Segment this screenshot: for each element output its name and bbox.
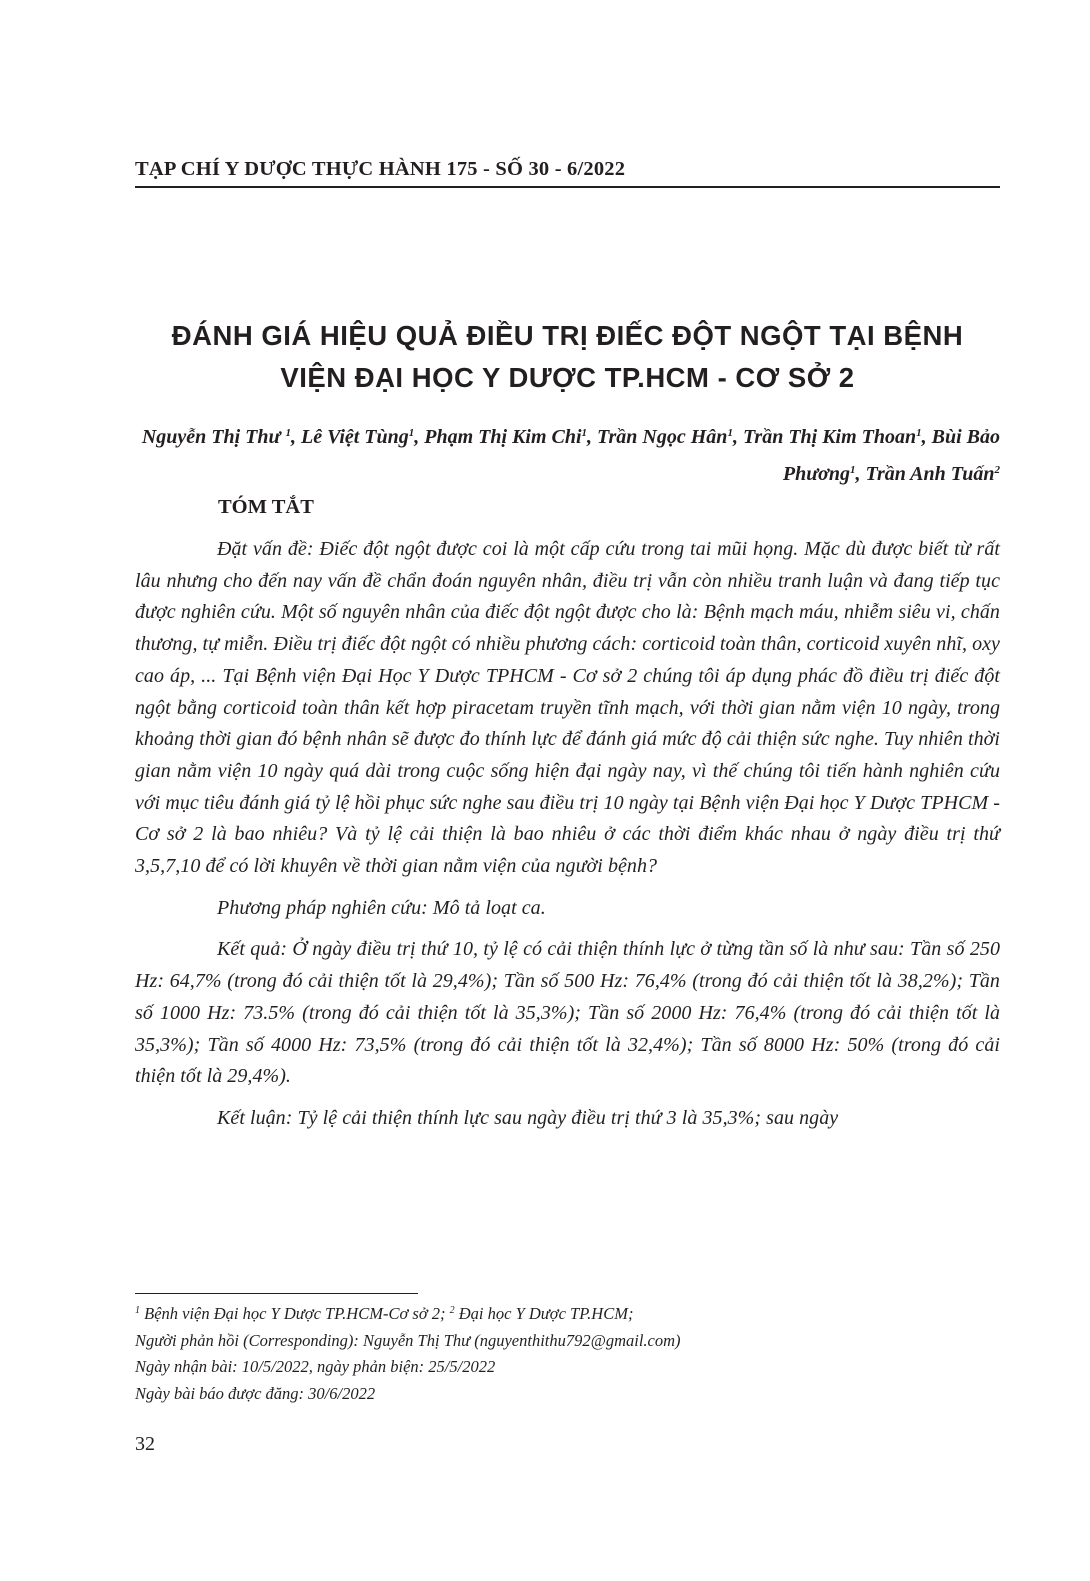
- abstract-body: [135, 534, 1000, 1135]
- author-name: Trần Anh Tuấn: [865, 463, 995, 485]
- footnote-received: Ngày nhận bài: 10/5/2022, ngày phản biện: 25/5/2022: [135, 1357, 496, 1376]
- footnote-corresponding: Người phản hồi (Corresponding): Nguyễn Thị Thư (nguyenthithu792@gmail.com): [135, 1330, 681, 1350]
- footnote-published: Ngày bài báo được đăng: 30/6/2022: [135, 1383, 376, 1403]
- author-name: Lê Việt Tùng: [300, 426, 409, 448]
- abstract-conclusion: Kết luận: Tỷ lệ cải thiện thính lực sau ngày điều trị thứ 3 là 35,3%; sau ngày: [217, 1106, 839, 1129]
- page-number: 32: [135, 1433, 155, 1455]
- footnotes: [135, 1298, 1000, 1407]
- author-affiliation: 1: [916, 427, 922, 439]
- affiliation-text: Đại học Y Dược TP.HCM;: [454, 1304, 634, 1323]
- title-line-1: ĐÁNH GIÁ HIỆU QUẢ ĐIỀU TRỊ ĐIẾC ĐỘT NGỘT TẠI BỆNH: [171, 320, 964, 351]
- footnote-rule: [135, 1293, 418, 1294]
- abstract-results: Kết quả: Ở ngày điều trị thứ 10, tỷ lệ có cải thiện thính lực ở từng tần số là như sau: Tần số 250 Hz: 64,7% (trong đó cải thiện tốt là 29,4%); Tần số 500 Hz: 76,4% (trong đó cải thiện tốt là 38,2%); Tần số 1000 Hz: 73.5% (trong đó cải thiện tốt là 35,3%); Tần số 2000 Hz: 76,4% (trong đó cải thiện tốt là 35,3%); Tần số 4000 Hz: 73,5% (trong đó cải thiện tốt là 32,4%); Tần số 8000 Hz: 50% (trong đó cải thiện tốt là 29,4%).: [135, 938, 1000, 1088]
- author-affiliation: 1: [727, 427, 733, 439]
- running-head: TẠP CHÍ Y DƯỢC THỰC HÀNH 175 - SỐ 30 - 6/2022: [135, 158, 626, 180]
- author-affiliation: 1: [285, 427, 291, 439]
- author-name: Trần Thị Kim Thoan: [742, 426, 917, 448]
- footnote-affiliations: [135, 1298, 1000, 1328]
- author-affiliation: 1: [408, 427, 415, 439]
- author-affiliation: 1: [581, 427, 588, 439]
- title-line-2: VIỆN ĐẠI HỌC Y DƯỢC TP.HCM - CƠ SỞ 2: [280, 362, 855, 393]
- article-title: [120, 315, 1015, 399]
- author-name: Nguyễn Thị Thư: [141, 426, 286, 448]
- author-name: Bùi Bảo Phương: [782, 426, 1000, 485]
- abstract-methods: Phương pháp nghiên cứu: Mô tả loạt ca.: [217, 896, 546, 919]
- affiliation-text: Bệnh viện Đại học Y Dược TP.HCM-Cơ sở 2;: [140, 1304, 450, 1323]
- abstract-background: Đặt vấn đề: Điếc đột ngột được coi là một cấp cứu trong tai mũi họng. Mặc dù được biết từ rất lâu nhưng cho đến nay vấn đề chẩn đoán nguyên nhân, điều trị vẫn còn nhiều tranh luận và đang tiếp tục được nghiên cứu. Một số nguyên nhân của điếc đột ngột được cho là: Bệnh mạch máu, nhiễm siêu vi, chấn thương, tự miễn. Điều trị điếc đột ngột có nhiều phương cách: corticoid toàn thân, corticoid xuyên nhĩ, oxy cao áp, ... Tại Bệnh viện Đại Học Y Dược TPHCM - Cơ sở 2 chúng tôi áp dụng phác đồ điều trị điếc đột ngột bằng corticoid toàn thân kết hợp piracetam truyền tĩnh mạch, với thời gian nằm viện 10 ngày, trong khoảng thời gian đó bệnh nhân sẽ được đo thính lực để đánh giá mức độ cải thiện sức nghe. Tuy nhiên thời gian nằm viện 10 ngày quá dài trong cuộc sống hiện đại ngày nay, vì thế chúng tôi tiến hành nghiên cứu với mục tiêu đánh giá tỷ lệ hồi phục sức nghe sau điều trị 10 ngày tại Bệnh viện Đại học Y Dược TPHCM - Cơ sở 2 là bao nhiêu? Và tỷ lệ cải thiện là bao nhiêu ở các thời điểm khác nhau ở ngày điều trị thứ 3,5,7,10 để có lời khuyên về thời gian nằm viện của người bệnh?: [135, 538, 1000, 878]
- author-list: Nguyễn Thị Thư $^1$, Lê Việt Tùng$^1$, Phạm Thị Kim Chi$^1$, Trần Ngọc Hân$^1$, Trần Thị Kim Thoan$^1$, Bùi Bảo Phương$^1$, Trần Anh Tuấn$^2$: [141, 426, 1000, 485]
- author-affiliation: 2: [994, 464, 1000, 476]
- header-rule: [135, 186, 1000, 188]
- affiliation-marker: 2: [449, 1305, 455, 1316]
- author-name: Trần Ngọc Hân: [597, 426, 728, 448]
- author-affiliation: 1: [850, 464, 856, 476]
- affiliation-marker: 1: [135, 1305, 140, 1316]
- abstract-heading: TÓM TẮT: [218, 496, 314, 518]
- author-name: Phạm Thị Kim Chi: [424, 426, 582, 448]
